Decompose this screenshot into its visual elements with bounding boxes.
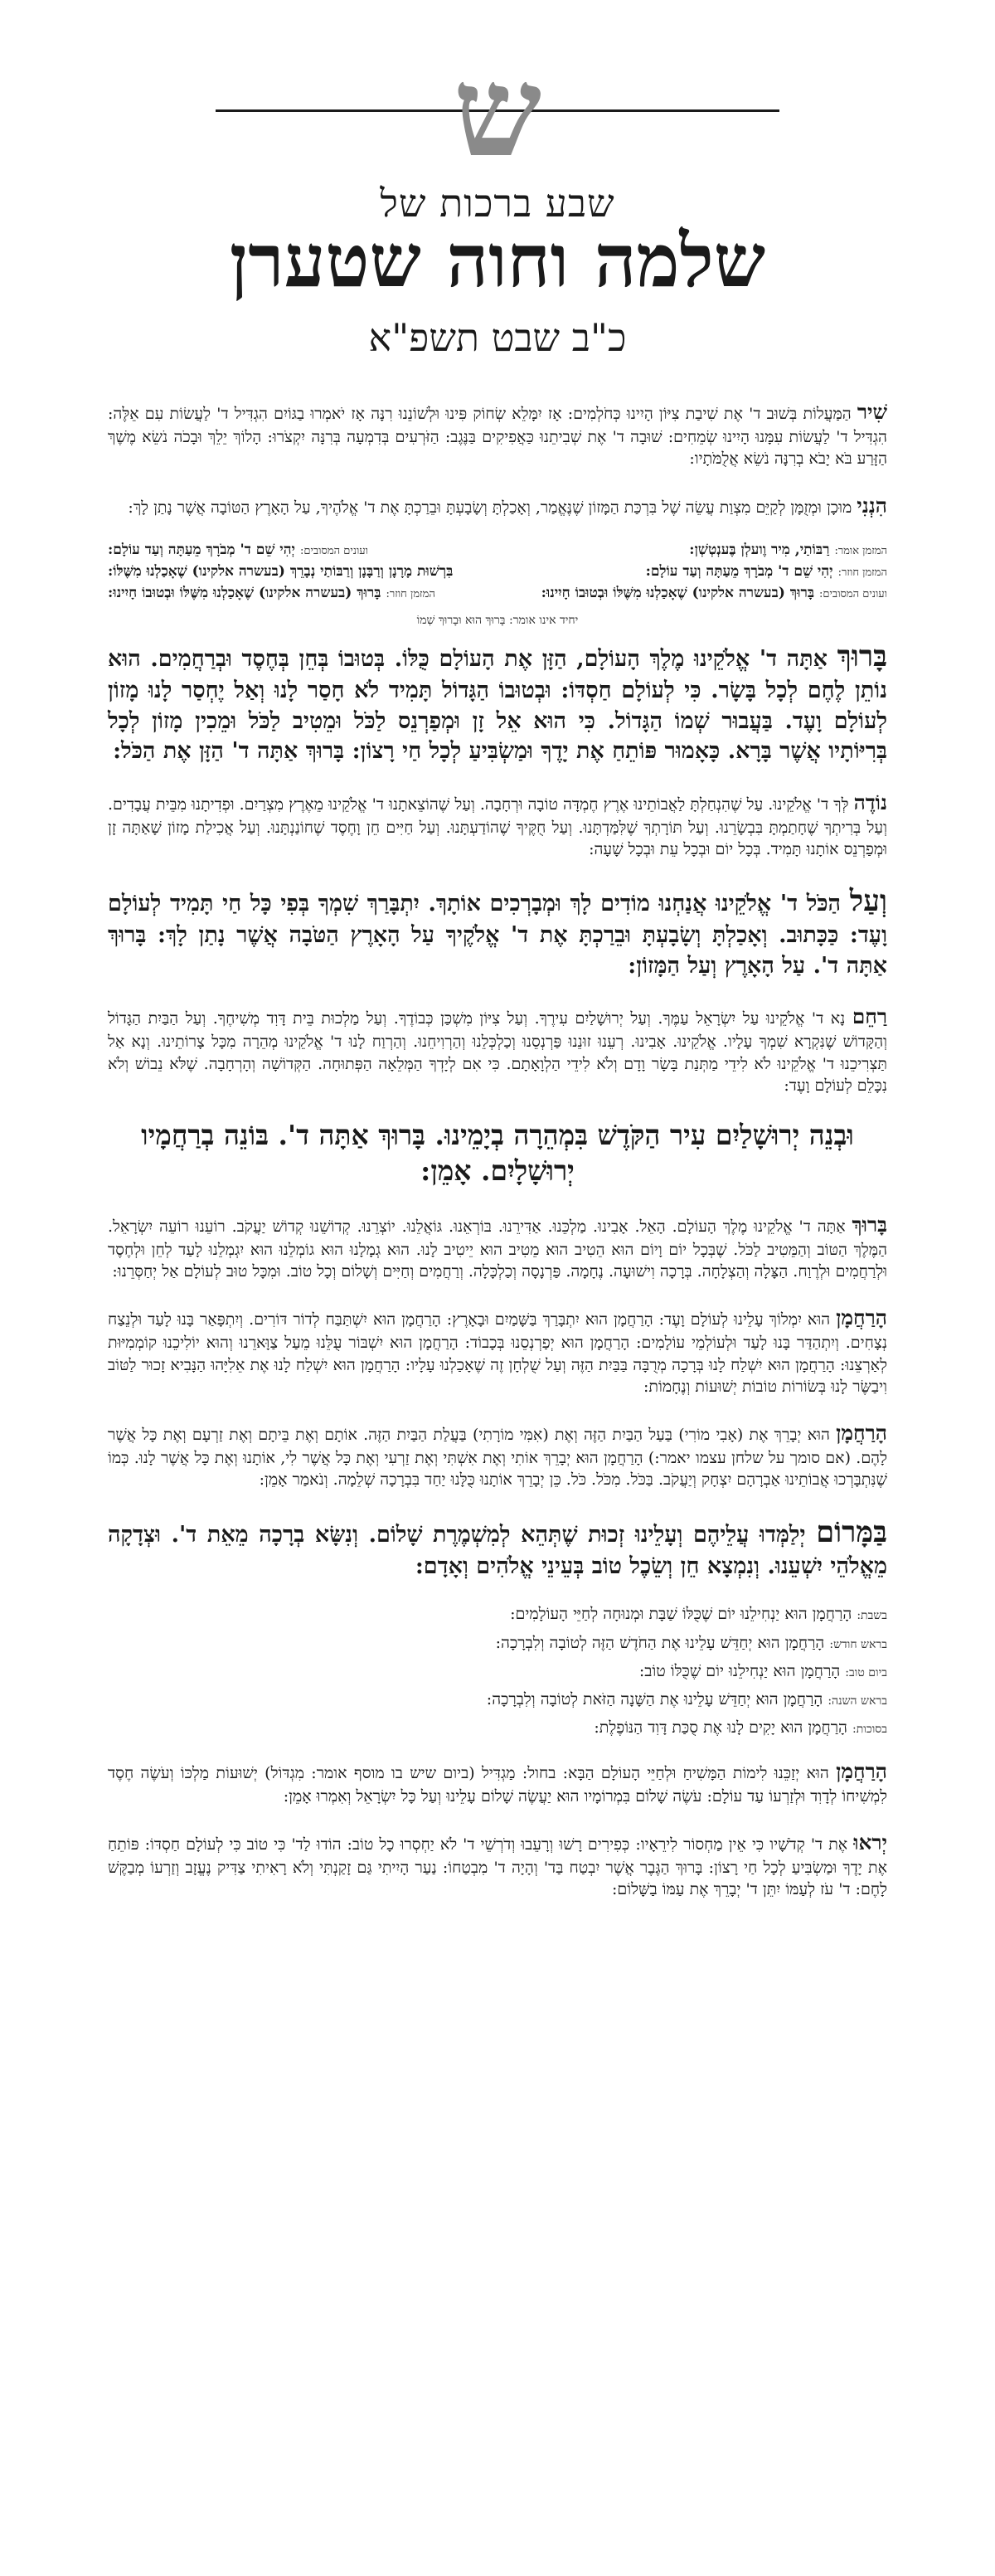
hineni-lead: הִנְנִי: [857, 493, 887, 518]
hineni-paragraph: [108, 492, 887, 520]
baruch-hatov-text: אַתָּה ד' אֱלֹקֵינוּ מֶלֶךְ הָעוֹלָם. הָאֵל. אָבִינוּ. מַלְכֵּנוּ. אַדִּירֵנוּ. בּוֹרְאֵנוּ. גּוֹאֲלֵנוּ. יוֹצְרֵנוּ. קְדוֹשֵׁנוּ קְדוֹשׁ יַעֲקֹב. רוֹעֵנוּ רוֹעֵה יִשְׂרָאֵל. הַמֶּלֶךְ הַטּוֹב וְהַמֵּטִיב לַכֹּל. שֶׁבְּכָל יוֹם וָיוֹם הוּא הֵטִיב הוּא מֵטִיב הוּא יֵיטִיב לָנוּ. הוּא גְמָלָנוּ הוּא גוֹמְלֵנוּ הוּא יִגְמְלֵנוּ לָעַד לְחֵן וּלְחֶסֶד וּלְרַחֲמִים וּלְרֶוַח. הַצָּלָה וְהַצְלָחָה. בְּרָכָה וִישׁוּעָה. נֶחָמָה. פַּרְנָסָה וְכַלְכָּלָה. וְרַחֲמִים וְחַיִּים וְשָׁלוֹם וְכָל טוֹב. וּמִכָּל טוּב לְעוֹלָם אַל יְחַסְּרֵנוּ:: [108, 1217, 887, 1281]
zimun-row: [108, 563, 887, 580]
zimun-left: [108, 542, 368, 558]
prayer-text: [108, 398, 887, 1922]
uvne-paragraph: וּבְנֵה יְרוּשָׁלַיִם עִיר הַקֹּדֶשׁ בִּמְהֵרָה בְיָמֵינוּ. בָּרוּךְ אַתָּה ד'. בּוֹנֵה בְרַחֲמָיו יְרוּשָׁלָיִם. אָמֵן:: [141, 1119, 854, 1187]
harachaman-lead: הָרַחֲמָן: [836, 1305, 887, 1330]
occasion-line: [108, 1717, 887, 1738]
baruch-zan-text: אַתָּה ד' אֱלֹקֵינוּ מֶלֶךְ הָעוֹלָם, הַזָּן אֶת הָעוֹלָם כֻּלּוֹ. בְּטוּבוֹ בְּחֵן בְּחֶסֶד וּבְרַחֲמִים. הוּא נוֹתֵן לֶחֶם לְכָל בָּשָׂר. כִּי לְעוֹלָם חַסְדּוֹ: וּבְטוּבוֹ הַגָּדוֹל תָּמִיד לֹא חָסַר לָנוּ וְאַל יֶחְסַר לָנוּ מָזוֹן לְעוֹלָם וָעֶד. בַּעֲבוּר שְׁמוֹ הַגָּדוֹל. כִּי הוּא אֵל זָן וּמְפַרְנֵס לַכֹּל וּמֵטִיב לַכֹּל וּמֵכִין מָזוֹן לְכָל בְּרִיּוֹתָיו אֲשֶׁר בָּרָא. כָּאָמוּר פּוֹתֵחַ אֶת יָדֶךָ וּמַשְׂבִּיעַ לְכָל חַי רָצוֹן: בָּרוּךְ אַתָּה ד' הַזָּן אֶת הַכֹּל:: [108, 645, 887, 765]
occasion-label: ביום טוב:: [845, 1665, 887, 1679]
zimun-text: בָּרוּךְ (בעשרה אלקינו) שֶׁאָכַלְנוּ מִשֶּׁלּוֹ וּבְטוּבוֹ חָיִינוּ:: [108, 584, 381, 601]
zimun-label: המזמן חוזר:: [386, 587, 435, 600]
shir-text: הַמַּעֲלוֹת בְּשׁוּב ד' אֶת שִׁיבַת צִיּוֹן הָיִינוּ כְּחֹלְמִים: אָז יִמָּלֵא שְׂחוֹק פִּינוּ וּלְשׁוֹנֵנוּ רִנָּה אָז יֹאמְרוּ בַגּוֹיִם הִגְדִּיל ד' לַעֲשׂוֹת עִם אֵלֶּה: הִגְדִּיל ד' לַעֲשׂוֹת עִמָּנוּ הָיִינוּ שְׂמֵחִים: שׁוּבָה ד' אֶת שְׁבִיתֵנוּ כַּאֲפִיקִים בַּנֶּגֶב: הַזֹּרְעִים בְּדִמְעָה בְּרִנָּה יִקְצֹרוּ: הָלוֹךְ יֵלֵךְ וּבָכֹה נֹשֵׂא מֶשֶׁךְ הַזָּרַע בֹּא יָבֹא בְרִנָּה נֹשֵׂא אֲלֻמֹּתָיו:: [108, 405, 887, 469]
logo-letter: ש: [453, 39, 542, 185]
zimun-label: ועונים המסובים:: [819, 587, 887, 600]
zimun-right: [541, 585, 887, 601]
zimun-right: [689, 542, 887, 558]
yeru-text: אֶת ד' קְדֹשָׁיו כִּי אֵין מַחְסוֹר לִירֵאָיו: כְּפִירִים רָשׁוּ וְרָעֵבוּ וְדֹרְשֵׁי ד' לֹא יַחְסְרוּ כָל טוֹב: הוֹדוּ לַד' כִּי טוֹב כִּי לְעוֹלָם חַסְדּוֹ: פּוֹתֵחַ אֶת יָדֶךָ וּמַשְׂבִּיעַ לְכָל חַי רָצוֹן: בָּרוּךְ הַגֶּבֶר אֲשֶׁר יִבְטַח בַּד' וְהָיָה ד' מִבְטַחוֹ: נַעַר הָיִיתִי גַּם זָקַנְתִּי וְלֹא רָאִיתִי צַדִּיק נֶעֱזָב וְזַרְעוֹ מְבַקֶּשׁ לָחֶם: ד' עֹז לְעַמּוֹ יִתֵּן ד' יְבָרֵךְ אֶת עַמּוֹ בַשָּׁלוֹם:: [108, 1835, 887, 1899]
zimun-text: רַבּוֹתַי, מִיר וֶועלְן בֶּענְטְשְׁן:: [689, 541, 830, 558]
bamarom-lead: בַּמָּרוֹם: [816, 1514, 887, 1549]
node-paragraph: [108, 789, 887, 861]
shir-lead: שִׁיר: [857, 400, 887, 424]
occasion-text: הָרַחֲמָן הוּא יְחַדֵּשׁ עָלֵינוּ אֶת הַחֹדֶשׁ הַזֶּה לְטוֹבָה וְלִבְרָכָה:: [495, 1633, 825, 1652]
occasion-line: [108, 1689, 887, 1710]
zimun-row: [108, 585, 887, 601]
harachaman-mashiach-lead: הָרַחֲמָן: [836, 1758, 887, 1783]
header: [108, 0, 887, 464]
zimun-block: [108, 542, 887, 629]
occasion-label: בראש השנה:: [828, 1694, 887, 1708]
zimun-text: בָּרוּךְ (בעשרה אלקינו) שֶׁאָכַלְנוּ מִשֶּׁלּוֹ וּבְטוּבוֹ חָיִינוּ:: [541, 584, 815, 601]
page-title: שלמה וחוה שטערן: [229, 217, 766, 304]
bamarom-paragraph: [108, 1513, 887, 1582]
node-lead: נוֹדֶה: [853, 790, 887, 814]
veal-lead: וְעַל: [849, 884, 887, 919]
zimun-label: ועונים המסובים:: [300, 544, 368, 557]
occasion-text: הָרַחֲמָן הוּא יְחַדֵּשׁ עָלֵינוּ אֶת הַשָּׁנָה הַזֹּאת לְטוֹבָה וְלִבְרָכָה:: [486, 1690, 823, 1709]
occasion-label: בראש חודש:: [829, 1637, 887, 1651]
zimun-label: המזמן חוזר:: [837, 566, 887, 579]
occasion-line: [108, 1603, 887, 1625]
harachaman-text: הוּא יִמְלוֹךְ עָלֵינוּ לְעוֹלָם וָעֶד: הָרַחֲמָן הוּא יִתְבָּרַךְ בַּשָּׁמַיִם וּבָאָרֶץ: הָרַחֲמָן הוּא יִשְׁתַּבַּח לְדוֹר דּוֹרִים. וְיִתְפָּאַר בָּנוּ לָעַד וּלְנֵצַח נְצָחִים. וְיִתְהַדַּר בָּנוּ לָעַד וּלְעוֹלְמֵי עוֹלָמִים: הָרַחֲמָן הוּא יְפַרְנְסֵנוּ בְּכָבוֹד: הָרַחֲמָן הוּא יִשְׁבּוֹר עֻלֵּנוּ מֵעַל צַוָּארֵנוּ וְהוּא יוֹלִיכֵנוּ קוֹמְמִיּוּת לְאַרְצֵנוּ: הָרַחֲמָן הוּא יִשְׁלַח לָנוּ בְּרָכָה מְרֻבָּה בַּבַּיִת הַזֶּה וְעַל שֻׁלְחָן זֶה שֶׁאָכַלְנוּ עָלָיו: הָרַחֲמָן הוּא יִשְׁלַח לָנוּ אֶת אֵלִיָּהוּ הַנָּבִיא זָכוּר לַטּוֹב וִיבַשֶּׂר לָנוּ בְּשׂוֹרוֹת טוֹבוֹת יְשׁוּעוֹת וְנֶחָמוֹת:: [108, 1310, 887, 1396]
baruch-hatov-paragraph: [108, 1211, 887, 1283]
baruch-zan-lead: בָּרוּךְ: [837, 639, 887, 673]
yeru-lead: יְראוּ: [853, 1830, 887, 1854]
harachaman-mashiach-paragraph: [108, 1757, 887, 1807]
yeru-paragraph: [108, 1829, 887, 1901]
harachaman-host-text: הוּא יְבָרֵךְ אֶת (אָבִי מוֹרִי) בַּעַל הַבַּיִת הַזֶּה וְאֶת (אִמִּי מוֹרָתִי) בַּעֲלַת הַבַּיִת הַזֶּה. אוֹתָם וְאֶת בֵּיתָם וְאֶת זַרְעָם וְאֶת כָּל אֲשֶׁר לָהֶם. (אם סומך על שלחן עצמו יאמר:) הָרַחֲמָן הוּא יְבָרֵךְ אוֹתִי וְאֶת אִשְׁתִּי וְאֶת זַרְעִי וְאֶת כָּל אֲשֶׁר לִי, אוֹתָנוּ וְאֶת כָּל אֲשֶׁר לָנוּ. כְּמוֹ שֶׁנִּתְבָּרְכוּ אֲבוֹתֵינוּ אַבְרָהָם יִצְחָק וְיַעֲקֹב. בַּכֹּל. מִכֹּל. כֹּל. כֵּן יְבָרֵךְ אוֹתָנוּ כֻּלָּנוּ יַחַד בִּבְרָכָה שְׁלֵמָה. וְנֹאמַר אָמֵן:: [108, 1426, 887, 1490]
node-text: לְּךָ ד' אֱלֹקֵינוּ. עַל שֶׁהִנְחַלְתָּ לַאֲבוֹתֵינוּ אֶרֶץ חֶמְדָּה טוֹבָה וּרְחָבָה. וְעַל שֶׁהוֹצֵאתָנוּ ד' אֱלֹקֵינוּ מֵאֶרֶץ מִצְרַיִם. וּפְדִיתָנוּ מִבֵּית עֲבָדִים. וְעַל בְּרִיתְךָ שֶׁחָתַמְתָּ בִּבְשָׂרֵנוּ. וְעַל תּוֹרָתְךָ שֶׁלִּמַּדְתָּנוּ. וְעַל חֻקֶּיךָ שֶׁהוֹדַעְתָּנוּ. וְעַל חַיִּים חֵן וָחֶסֶד שֶׁחוֹנַנְתָּנוּ. וְעַל אֲכִילַת מָזוֹן שָׁאַתָּה זָן וּמְפַרְנֵס אוֹתָנוּ תָּמִיד. בְּכָל יוֹם וּבְכָל עֵת וּבְכָל שָׁעָה:: [108, 795, 887, 858]
occasion-line: [108, 1660, 887, 1682]
occasion-line: [108, 1632, 887, 1654]
zimun-text: יְהִי שֵׁם ד' מְבֹרָךְ מֵעַתָּה וְעַד עוֹלָם:: [108, 541, 295, 558]
occasion-text: הָרַחֲמָן הוּא יַנְחִילֵנוּ יוֹם שֶׁכֻּלּוֹ טוֹב:: [638, 1661, 841, 1680]
veal-paragraph: [108, 882, 887, 981]
bamarom-text: יְלַמְּדוּ עֲלֵיהֶם וְעָלֵינוּ זְכוּת שֶׁתְּהֵא לְמִשְׁמֶרֶת שָׁלוֹם. וְנִשָּׂא בְרָכָה מֵאֵת ד'. וּצְדָקָה מֵאֱלֹהֵי יִשְׁעֵנוּ. וְנִמְצָא חֵן וְשֵׂכֶל טוֹב בְּעֵינֵי אֱלֹהִים וְאָדָם:: [108, 1521, 887, 1580]
rachem-text: נָא ד' אֱלֹקֵינוּ עַל יִשְׂרָאֵל עַמֶּךָ. וְעַל יְרוּשָׁלַיִם עִירֶךָ. וְעַל צִיּוֹן מִשְׁכַּן כְּבוֹדֶךָ. וְעַל מַלְכוּת בֵּית דָּוִד מְשִׁיחֶךָ. וְעַל הַבַּיִת הַגָּדוֹל וְהַקָּדוֹשׁ שֶׁנִּקְרָא שִׁמְךָ עָלָיו. אֱלֹקֵינוּ. אָבִינוּ. רְעֵנוּ זוּנֵנוּ פַּרְנְסֵנוּ וְכַלְכְּלֵנוּ וְהַרְוִיחֵנוּ. וְהַרְוַח לָנוּ ד' אֱלֹקֵינוּ מְהֵרָה מִכָּל צָרוֹתֵינוּ. וְנָא אַל תַּצְרִיכֵנוּ ד' אֱלֹקֵינוּ לֹא לִידֵי מַתְּנַת בָּשָׂר וָדָם וְלֹא לִידֵי הַלְוָאָתָם. כִּי אִם לְיָדְךָ הַמְּלֵאָה הַפְּתוּחָה. הַקְּדוֹשָׁה וְהָרְחָבָה. שֶׁלֹּא נֵבוֹשׁ וְלֹא נִכָּלֵם לְעוֹלָם וָעֶד:: [108, 1009, 887, 1095]
zimun-label: המזמן אומר:: [834, 544, 887, 557]
occasion-list: [108, 1603, 887, 1738]
occasion-text: הָרַחֲמָן הוּא יַנְחִילֵנוּ יוֹם שֶׁכֻּלּוֹ שַׁבָּת וּמְנוּחָה לְחַיֵּי הָעוֹלָמִים:: [510, 1605, 852, 1624]
zimun-row: [108, 542, 887, 558]
harachaman-host-paragraph: [108, 1419, 887, 1491]
baruch-zan-paragraph: [108, 637, 887, 767]
shir-paragraph: [108, 398, 887, 470]
zimun-right: [646, 563, 887, 580]
hineni-text: מוּכָן וּמְזֻמָּן לְקַיֵּם מִצְוַת עֲשֵׂה שֶׁל בִּרְכַּת הַמָּזוֹן שֶׁנֶּאֱמַר, וְאָכַלְתָּ וְשָׂבָעְתָּ וּבֵרַכְתָּ אֶת ד' אֱלֹהֶיךָ, עַל הָאָרֶץ הַטּוֹבָה אֲשֶׁר נָתַן לָךְ:: [128, 498, 852, 517]
occasion-text: הָרַחֲמָן הוּא יָקִים לָנוּ אֶת סֻכַּת דָּוִד הַנּוֹפֶלֶת:: [594, 1718, 847, 1738]
occasion-label: בסוכות:: [852, 1723, 887, 1737]
zimun-left: [108, 585, 435, 601]
rachem-paragraph: [108, 1003, 887, 1096]
harachaman-mashiach-text: הוּא יְזַכֵּנוּ לִימוֹת הַמָּשִׁיחַ וּלְחַיֵּי הָעוֹלָם הַבָּא: בחול: מַגְדִּיל (ביום שיש בו מוסף אומר: מִגְדּוֹל) יְשׁוּעוֹת מַלְכּוֹ וְעֹשֶׂה חֶסֶד לִמְשִׁיחוֹ לְדָוִד וּלְזַרְעוֹ עַד עוֹלָם: עֹשֶׂה שָׁלוֹם בִּמְרוֹמָיו הוּא יַעֲשֶׂה שָׁלוֹם עָלֵינוּ וְעַל כָּל יִשְׂרָאֵל וְאִמְרוּ אָמֵן:: [108, 1763, 887, 1806]
zimun-text: יְהִי שֵׁם ד' מְבֹרָךְ מֵעַתָּה וְעַד עוֹלָם:: [645, 562, 833, 580]
veal-text: הַכֹּל ד' אֱלֹקֵינוּ אֲנַחְנוּ מוֹדִים לָךְ וּמְבָרְכִים אוֹתָךְ. יִתְבָּרַךְ שִׁמְךָ בְּפִי כָּל חַי תָּמִיד לְעוֹלָם וָעֶד: כַּכָּתוּב. וְאָכַלְתָּ וְשָׂבָעְתָּ וּבֵרַכְתָּ אֶת ד' אֱלֹקֶיךָ עַל הָאָרֶץ הַטֹּבָה אֲשֶׁר נָתַן לָךְ: בָּרוּךְ אַתָּה ד'. עַל הָאָרֶץ וְעַל הַמָּזוֹן:: [108, 891, 887, 979]
rachem-lead: רַחֵם: [852, 1004, 887, 1029]
date-line: כ"ב שבט תשפ"א: [368, 315, 627, 360]
subtitle: שבע ברכות של: [380, 181, 615, 226]
harachaman-paragraph: [108, 1304, 887, 1397]
zimun-text: בִּרְשׁוּת מָרָנָן וְרַבָּנָן וְרַבּוֹתַי נְבָרֵךְ (בעשרה אלקינו) שֶׁאָכַלְנוּ מִשֶּׁלּוֹ:: [108, 562, 454, 580]
baruch-hatov-lead: בָּרוּךְ: [852, 1212, 887, 1237]
occasion-label: בשבת:: [857, 1609, 887, 1623]
harachaman-host-lead: הָרַחֲמָן: [836, 1421, 887, 1446]
zimun-note: יחיד אינו אומר: בָּרוּךְ הוּא וּבָרוּךְ שְׁמוֹ: [416, 613, 579, 627]
zimun-left: [108, 563, 458, 580]
